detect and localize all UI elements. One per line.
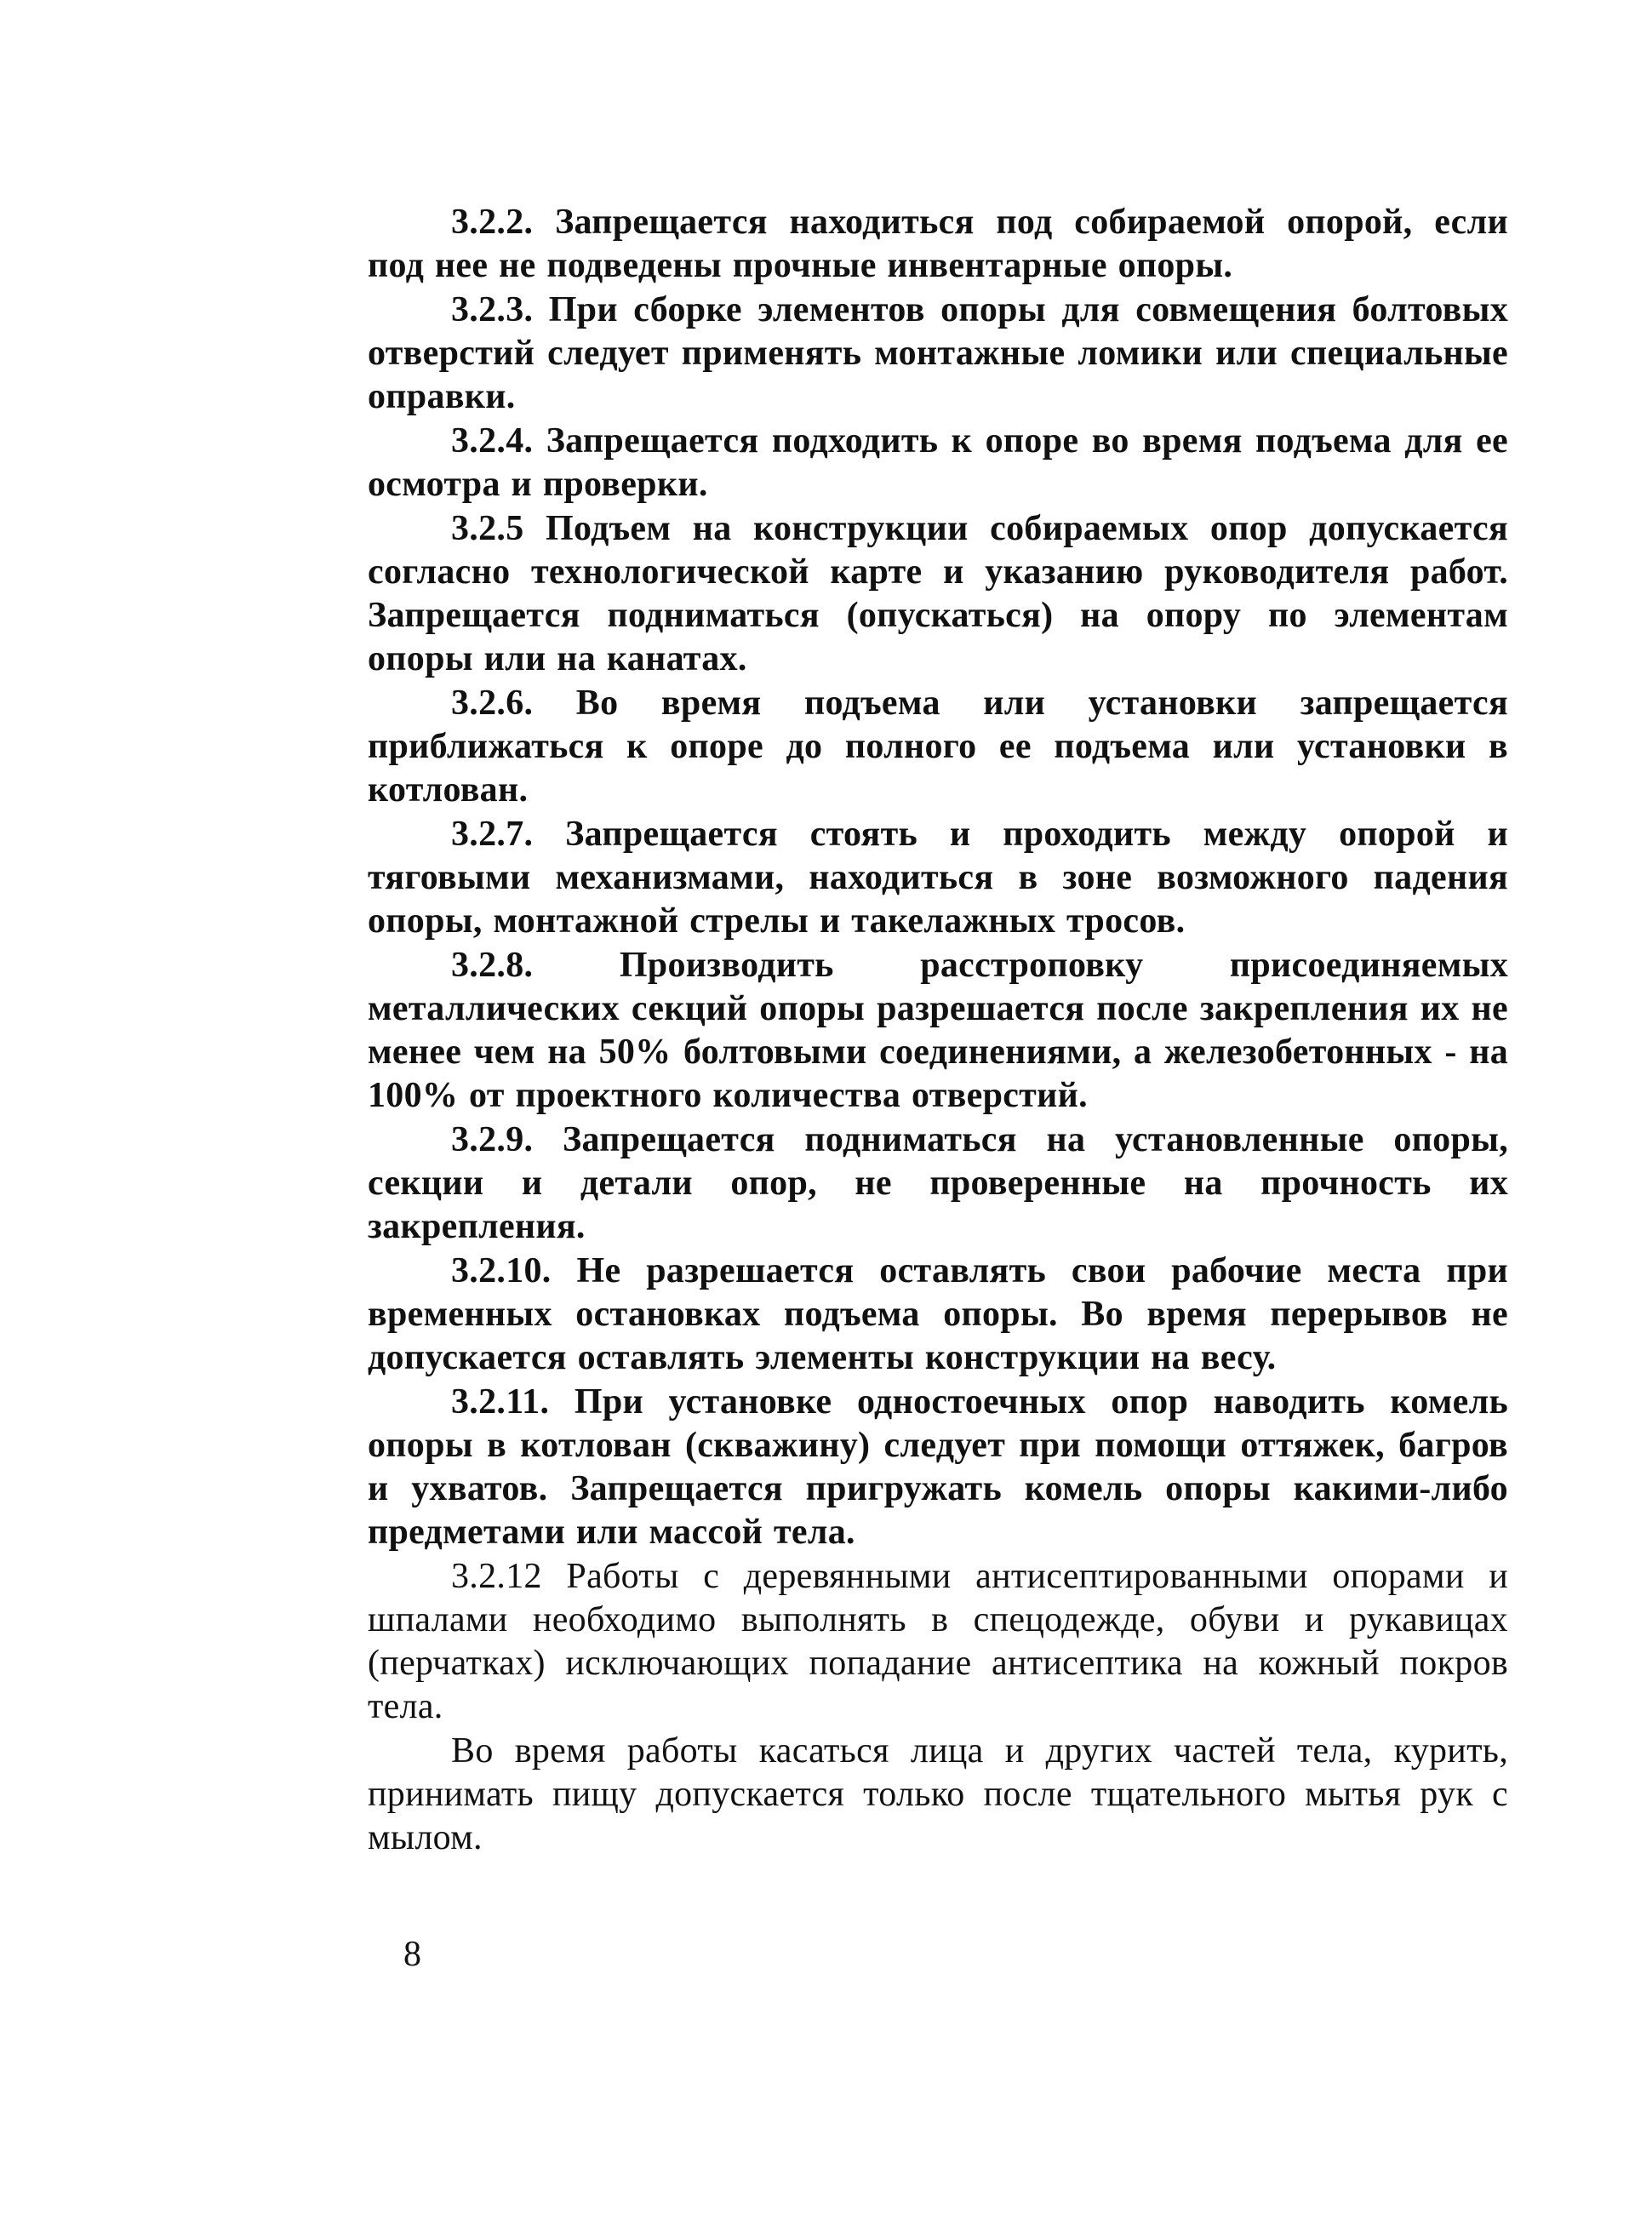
paragraph-3-2-9: 3.2.9. Запрещается подниматься на установленные опоры, секции и детали опор, не проверенные на прочность их закрепления. [368, 1120, 1508, 1246]
paragraph-hygiene-note: Во время работы касаться лица и других частей тела, курить, принимать пищу допускается только после тщательного мытья рук с мылом. [368, 1731, 1508, 1857]
paragraph-3-2-5: 3.2.5 Подъем на конструкции собираемых опор допускается согласно технологической карте и указанию руководителя работ. Запрещается подниматься (опускаться) на опору по элементам опоры или на канатах. [368, 509, 1508, 678]
paragraph-3-2-2: 3.2.2. Запрещается находиться под собираемой опорой, если под нее не подведены прочные инвентарные опоры. [368, 203, 1508, 285]
document-body [368, 201, 1508, 1860]
paragraph-3-2-7: 3.2.7. Запрещается стоять и проходить между опорой и тяговыми механизмами, находиться в зоне возможного падения опоры, монтажной стрелы и такелажных тросов. [368, 815, 1508, 941]
paragraph-3-2-10: 3.2.10. Не разрешается оставлять свои рабочие места при временных остановках подъема опоры. Во время перерывов не допускается оставлять элементы конструкции на весу. [368, 1251, 1508, 1377]
page-number: 8 [403, 1935, 421, 1974]
paragraph-3-2-8: 3.2.8. Производить расстроповку присоединяемых металлических секций опоры разрешается после закрепления их не менее чем на 50% болтовыми соединениями, а железобетонных - на 100% от проектного количества отверстий. [368, 946, 1508, 1115]
paragraph-3-2-4: 3.2.4. Запрещается подходить к опоре во время подъема для ее осмотра и проверки. [368, 421, 1508, 504]
paragraph-3-2-12: 3.2.12 Работы с деревянными антисептированными опорами и шпалами необходимо выполнять в спецодежде, обуви и рукавицах (перчатках) исключающих попадание антисептика на кожный покров тела. [368, 1557, 1508, 1726]
paragraph-3-2-11: 3.2.11. При установке одностоечных опор наводить комель опоры в котлован (скважину) следует при помощи оттяжек, багров и ухватов. Запрещается пригружать комель опоры какими-либо предметами или массой тела. [368, 1382, 1508, 1552]
paragraph-3-2-6: 3.2.6. Во время подъема или установки запрещается приближаться к опоре до полного ее подъема или установки в котлован. [368, 684, 1508, 810]
paragraph-3-2-3: 3.2.3. При сборке элементов опоры для совмещения болтовых отверстий следует применять монтажные ломики или специальные оправки. [368, 290, 1508, 416]
